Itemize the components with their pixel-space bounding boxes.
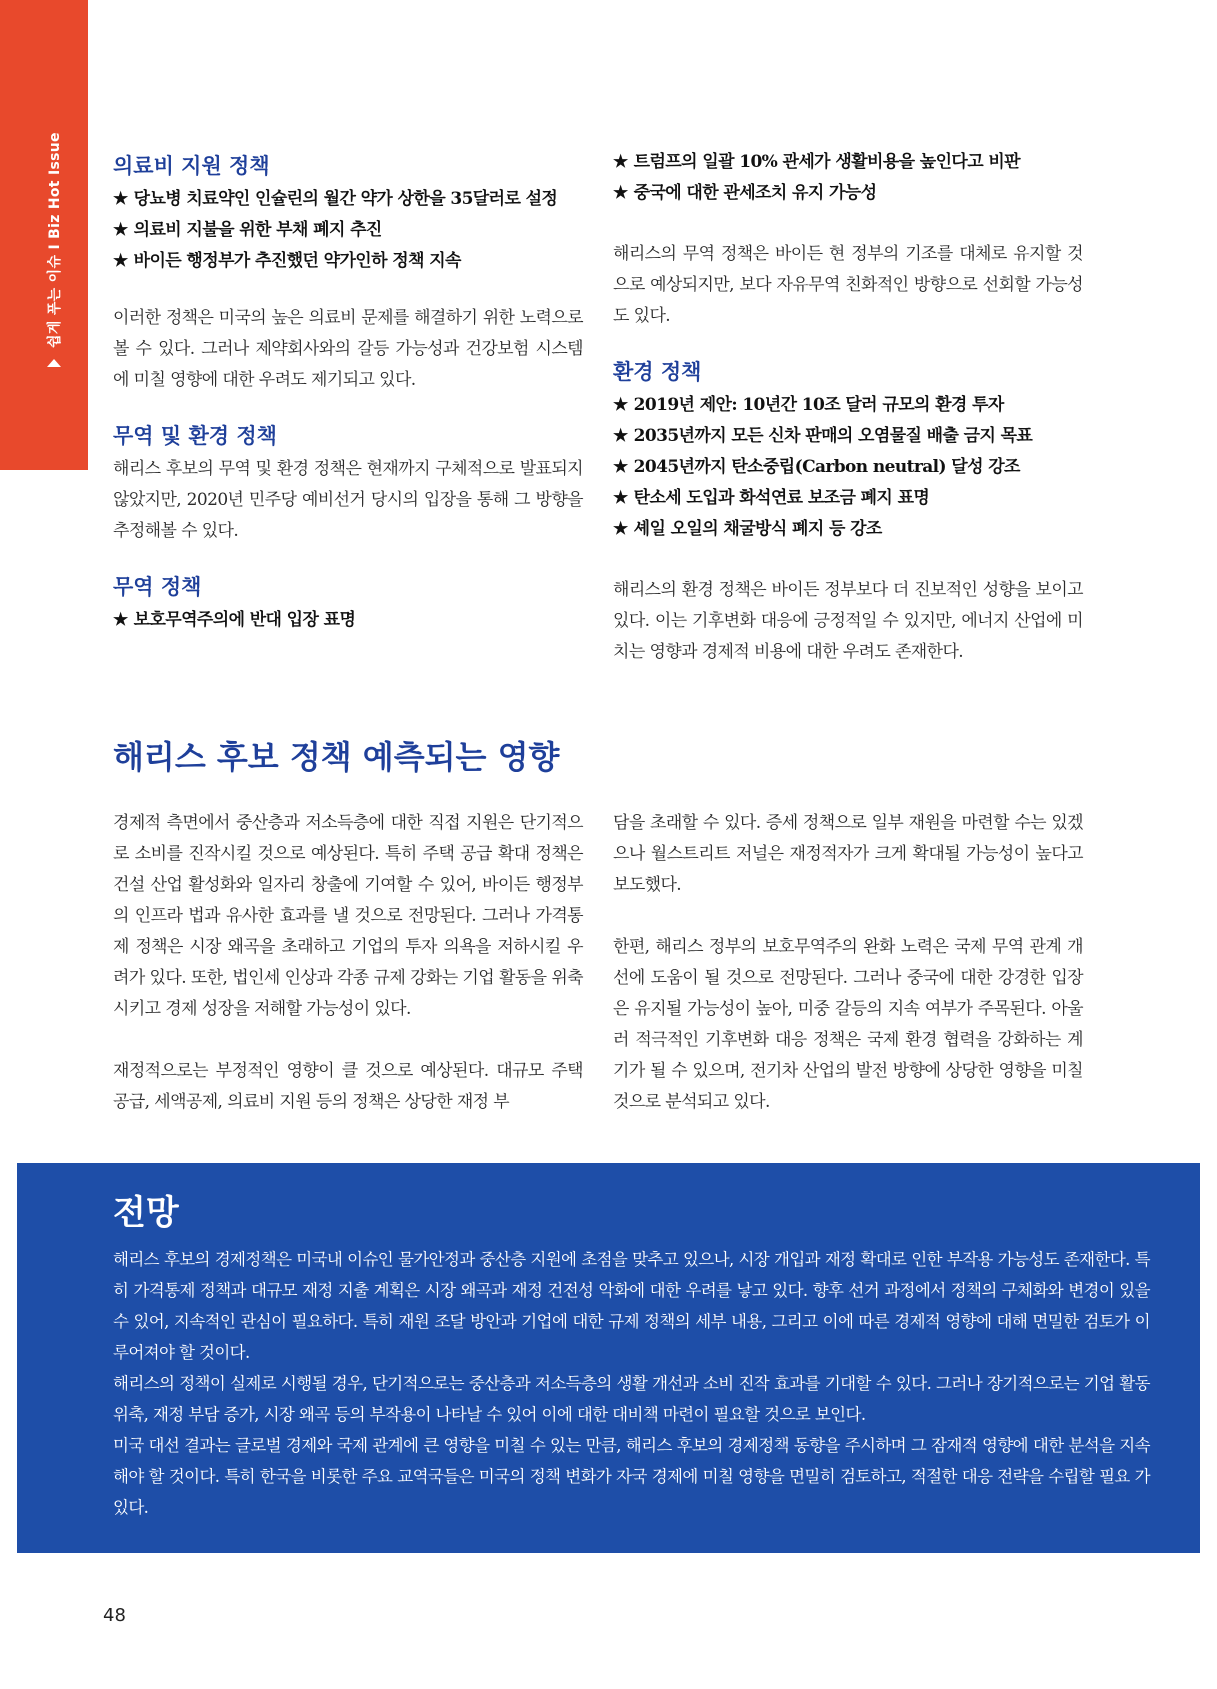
impact-left-column xyxy=(113,808,583,1118)
medical-bullets xyxy=(113,184,583,277)
list-item: ★ 바이든 행정부가 추진했던 약가인하 정책 지속 xyxy=(113,251,461,271)
star-icon: ★ xyxy=(613,426,628,446)
house-icon xyxy=(47,359,61,367)
trade-env-paragraph: 해리스 후보의 무역 및 환경 정책은 현재까지 구체적으로 발표되지 않았지만, 2020년 민주당 예비선거 당시의 입장을 통해 그 방향을 추정해볼 수 있다. xyxy=(113,459,583,541)
list-item: ★ 2019년 제안: 10년간 10조 달러 규모의 환경 투자 xyxy=(613,395,1004,415)
outlook-box xyxy=(17,1163,1200,1553)
section-side-label xyxy=(44,132,64,370)
left-top-column xyxy=(113,150,583,636)
trade-bullets xyxy=(113,605,583,636)
outlook-paragraph-3: 미국 대선 결과는 글로벌 경제와 국제 관계에 큰 영향을 미칠 수 있는 만큼, 해리스 후보의 경제정책 동향을 주시하며 그 잠재적 영향에 대한 분석을 지속해야 할 것이다. 특히 한국을 비롯한 주요 교역국들은 미국의 정책 변화가 자국 경제에 미칠 영향을 면밀히 검토하고, 적절한 대응 전략을 수립할 필요 가 있다. xyxy=(113,1436,1150,1517)
star-icon: ★ xyxy=(113,251,128,271)
impact-heading: 해리스 후보 정책 예측되는 영향 xyxy=(113,738,560,776)
impact-right-paragraph-1: 담을 초래할 수 있다. 증세 정책으로 일부 재원을 마련할 수는 있겠으나 월스트리트 저널은 재정적자가 크게 확대될 가능성이 높다고 보도했다. xyxy=(613,813,1083,895)
side-label-text: 쉽게 푸는 이슈 I Biz Hot Issue xyxy=(47,132,63,348)
list-item: ★ 중국에 대한 관세조치 유지 가능성 xyxy=(613,183,877,203)
list-item: ★ 셰일 오일의 채굴방식 폐지 등 강조 xyxy=(613,519,882,539)
star-icon: ★ xyxy=(613,395,628,415)
star-icon: ★ xyxy=(613,152,628,172)
env-heading: 환경 정책 xyxy=(613,360,702,384)
list-item: ★ 트럼프의 일괄 10% 관세가 생활비용을 높인다고 비판 xyxy=(613,152,1021,172)
trade-bullets-cont xyxy=(613,147,1083,209)
outlook-paragraph-2: 해리스의 정책이 실제로 시행될 경우, 단기적으로는 중산층과 저소득층의 생활 개선과 소비 진작 효과를 기대할 수 있다. 그러나 장기적으로는 기업 활동 위축, 재정 부담 증가, 시장 왜곡 등의 부작용이 나타날 수 있어 이에 대한 대비책 마련이 필요할 것으로 보인다. xyxy=(113,1374,1150,1424)
star-icon: ★ xyxy=(613,183,628,203)
medical-heading: 의료비 지원 정책 xyxy=(113,154,270,178)
list-item: ★ 의료비 지불을 위한 부채 폐지 추진 xyxy=(113,220,382,240)
star-icon: ★ xyxy=(113,189,128,209)
right-top-column xyxy=(613,147,1083,668)
list-item: ★ 보호무역주의에 반대 입장 표명 xyxy=(113,610,356,630)
star-icon: ★ xyxy=(613,488,628,508)
page-number: 48 xyxy=(103,1605,126,1626)
env-paragraph: 해리스의 환경 정책은 바이든 정부보다 더 진보적인 성향을 보이고 있다. 이는 기후변화 대응에 긍정적일 수 있지만, 에너지 산업에 미치는 영향과 경제적 비용에 대한 우려도 존재한다. xyxy=(613,580,1083,662)
list-item: ★ 2045년까지 탄소중립(Carbon neutral) 달성 강조 xyxy=(613,457,1020,477)
medical-paragraph: 이러한 정책은 미국의 높은 의료비 문제를 해결하기 위한 노력으로 볼 수 있다. 그러나 제약회사와의 갈등 가능성과 건강보험 시스템에 미칠 영향에 대한 우려도 제기되고 있다. xyxy=(113,308,583,390)
impact-right-paragraph-2: 한편, 해리스 정부의 보호무역주의 완화 노력은 국제 무역 관계 개선에 도움이 될 것으로 전망된다. 그러나 중국에 대한 강경한 입장은 유지될 가능성이 높아, 미중 갈등의 지속 여부가 주목된다. 아울러 적극적인 기후변화 대응 정책은 국제 환경 협력을 강화하는 계기가 될 수 있으며, 전기차 산업의 발전 방향에 상당한 영향을 미칠 것으로 분석되고 있다. xyxy=(613,937,1083,1112)
list-item: ★ 탄소세 도입과 화석연료 보조금 폐지 표명 xyxy=(613,488,930,508)
impact-left-paragraph-2: 재정적으로는 부정적인 영향이 클 것으로 예상된다. 대규모 주택 공급, 세액공제, 의료비 지원 등의 정책은 상당한 재정 부 xyxy=(113,1061,583,1112)
star-icon: ★ xyxy=(113,220,128,240)
star-icon: ★ xyxy=(613,457,628,477)
star-icon: ★ xyxy=(613,519,628,539)
outlook-paragraph-1: 해리스 후보의 경제정책은 미국내 이슈인 물가안정과 중산층 지원에 초점을 맞추고 있으나, 시장 개입과 재정 확대로 인한 부작용 가능성도 존재한다. 특히 가격통제 정책과 대규모 재정 지출 계획은 시장 왜곡과 재정 건전성 악화에 대한 우려를 낳고 있다. 향후 선거 과정에서 정책의 구체화와 변경이 있을 수 있어, 지속적인 관심이 필요하다. 특히 재원 조달 방안과 기업에 대한 규제 정책의 세부 내용, 그리고 이에 따른 경제적 영향에 대해 면밀한 검토가 이루어져야 할 것이다. xyxy=(113,1250,1150,1362)
impact-left-paragraph-1: 경제적 측면에서 중산층과 저소득층에 대한 직접 지원은 단기적으로 소비를 진작시킬 것으로 예상된다. 특히 주택 공급 확대 정책은 건설 산업 활성화와 일자리 창출에 기여할 수 있어, 바이든 행정부의 인프라 법과 유사한 효과를 낼 것으로 전망된다. 그러나 가격통제 정책은 시장 왜곡을 초래하고 기업의 투자 의욕을 저하시킬 우려가 있다. 또한, 법인세 인상과 각종 규제 강화는 기업 활동을 위축시키고 경제 성장을 저해할 가능성이 있다. xyxy=(113,813,583,1019)
list-item: ★ 2035년까지 모든 신차 판매의 오염물질 배출 금지 목표 xyxy=(613,426,1033,446)
list-item: ★ 당뇨병 치료약인 인슐린의 월간 약가 상한을 35달러로 설정 xyxy=(113,189,558,209)
env-bullets xyxy=(613,390,1083,545)
impact-right-column xyxy=(613,808,1083,1118)
star-icon: ★ xyxy=(113,610,128,630)
trade-env-heading: 무역 및 환경 정책 xyxy=(113,424,277,448)
trade-paragraph: 해리스의 무역 정책은 바이든 현 정부의 기조를 대체로 유지할 것으로 예상되지만, 보다 자유무역 친화적인 방향으로 선회할 가능성도 있다. xyxy=(613,244,1083,326)
outlook-heading: 전망 xyxy=(113,1193,179,1233)
trade-heading: 무역 정책 xyxy=(113,575,202,599)
